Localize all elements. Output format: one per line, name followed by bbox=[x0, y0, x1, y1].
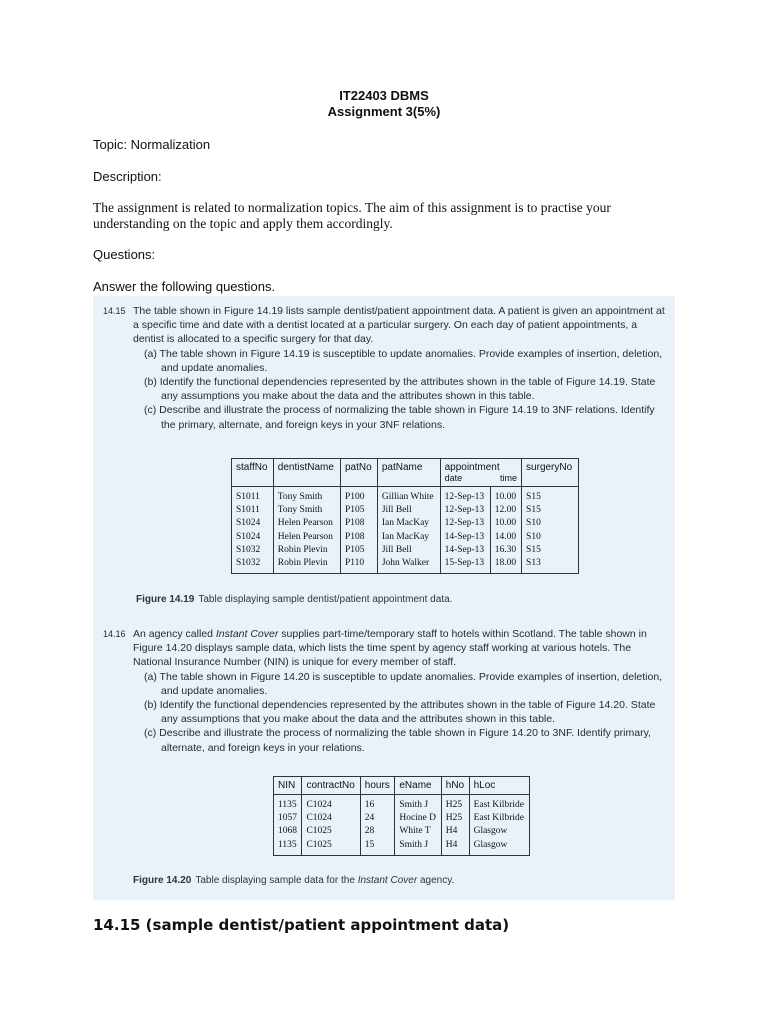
table-cell: S1024 bbox=[232, 531, 274, 544]
table-row bbox=[232, 557, 579, 574]
table-cell: White T bbox=[395, 825, 441, 838]
table-cell: 1057 bbox=[274, 812, 302, 825]
table-cell: East Kilbride bbox=[469, 812, 529, 825]
table-cell: 12-Sep-13 bbox=[440, 487, 490, 505]
table-cell: Smith J bbox=[395, 839, 441, 856]
table-cell: C1025 bbox=[302, 839, 360, 856]
column-header: patNo bbox=[341, 459, 378, 487]
table-cell: S1032 bbox=[232, 557, 274, 574]
table-cell: 15 bbox=[360, 839, 395, 856]
table-cell: Ian MacKay bbox=[377, 531, 440, 544]
table-row bbox=[232, 504, 579, 517]
course-title: IT22403 DBMS bbox=[339, 88, 429, 103]
table-row bbox=[232, 487, 579, 505]
column-header: hours bbox=[360, 777, 395, 795]
table-cell: 12-Sep-13 bbox=[440, 517, 490, 530]
column-header: contractNo bbox=[302, 777, 360, 795]
appointment-time-header: time bbox=[500, 473, 518, 483]
table-row bbox=[232, 531, 579, 544]
figure-label: Figure 14.20 bbox=[133, 875, 192, 886]
table-cell: Hocine D bbox=[395, 812, 441, 825]
table-cell: Helen Pearson bbox=[273, 517, 340, 530]
table-cell: 10.00 bbox=[490, 487, 521, 505]
table-cell: 1135 bbox=[274, 795, 302, 813]
table-cell: C1024 bbox=[302, 795, 360, 813]
textbook-excerpt-image bbox=[93, 296, 675, 900]
table-cell: Smith J bbox=[395, 795, 441, 813]
appointment-header-label: appointment bbox=[444, 462, 500, 473]
question-part-b: (b) Identify the functional dependencies represented by the attributes shown in the table of Figure 14.19. State any assumptions you make about the data and the attributes shown in this table. bbox=[144, 376, 656, 403]
table-row bbox=[232, 517, 579, 530]
question-number: 14.15 bbox=[103, 306, 126, 316]
question-14-16 bbox=[103, 627, 668, 755]
table-cell: S15 bbox=[522, 487, 579, 505]
table-body bbox=[274, 795, 530, 856]
figure-label: Figure 14.19 bbox=[136, 594, 195, 605]
table-cell: 1068 bbox=[274, 825, 302, 838]
column-header: eName bbox=[395, 777, 441, 795]
table-cell: Gillian White bbox=[377, 487, 440, 505]
agency-name: Instant Cover bbox=[357, 875, 418, 886]
agency-name: Instant Cover bbox=[215, 628, 279, 640]
table-cell: C1024 bbox=[302, 812, 360, 825]
table-body bbox=[232, 487, 579, 574]
dentist-appointment-table bbox=[231, 458, 579, 574]
table-cell: Glasgow bbox=[469, 839, 529, 856]
table-row bbox=[274, 839, 530, 856]
table-row bbox=[274, 825, 530, 838]
table-cell: 24 bbox=[360, 812, 395, 825]
column-header: staffNo bbox=[232, 459, 274, 487]
section-heading: 14.15 (sample dentist/patient appointment data) bbox=[93, 916, 510, 934]
table-cell: Glasgow bbox=[469, 825, 529, 838]
questions-label: Questions: bbox=[93, 247, 156, 262]
table-header-row bbox=[274, 777, 530, 795]
table-cell: S15 bbox=[522, 504, 579, 517]
table-cell: P100 bbox=[341, 487, 378, 505]
table-cell: S15 bbox=[522, 544, 579, 557]
table-cell: Jill Bell bbox=[377, 544, 440, 557]
table-cell: Jill Bell bbox=[377, 504, 440, 517]
table-cell: 14-Sep-13 bbox=[440, 531, 490, 544]
table-cell: S10 bbox=[522, 517, 579, 530]
question-part-c: (c) Describe and illustrate the process of normalizing the table shown in Figure 14.20 to 3NF. Identify primary, alternate, and foreign keys in your relations. bbox=[144, 727, 651, 754]
question-part-a: (a) The table shown in Figure 14.20 is susceptible to update anomalies. Provide examples of insertion, deletion, and update anomalies. bbox=[144, 670, 663, 697]
table-cell: 16.30 bbox=[490, 544, 521, 557]
table-cell: S1011 bbox=[232, 504, 274, 517]
table-cell: Robin Plevin bbox=[273, 557, 340, 574]
instant-cover-table bbox=[273, 776, 530, 856]
table-cell: East Kilbride bbox=[469, 795, 529, 813]
column-header: patName bbox=[377, 459, 440, 487]
answer-instruction: Answer the following questions. bbox=[93, 279, 276, 294]
table-header-row bbox=[232, 459, 579, 487]
question-text: The table shown in Figure 14.19 lists sample dentist/patient appointment data. A patient is given an appointment at a specific time and date with a dentist located at a particular surgery. On each day of patient appointments, a dentist is allocated to a specific surgery for that day. bbox=[133, 305, 665, 346]
figure-caption-text: Table displaying sample data for the bbox=[195, 875, 358, 886]
question-text-part: An agency called bbox=[133, 628, 216, 640]
table-cell: S10 bbox=[522, 531, 579, 544]
figure-caption bbox=[136, 594, 452, 605]
table-cell: H4 bbox=[441, 839, 469, 856]
assignment-title: Assignment 3(5%) bbox=[327, 104, 441, 119]
figure-caption-text: agency. bbox=[417, 875, 455, 886]
column-header-appointment bbox=[440, 459, 521, 487]
description-label: Description: bbox=[93, 169, 162, 184]
table-cell: C1025 bbox=[302, 825, 360, 838]
table-cell: Tony Smith bbox=[273, 504, 340, 517]
table-cell: H4 bbox=[441, 825, 469, 838]
table-cell: 12.00 bbox=[490, 504, 521, 517]
table-row bbox=[232, 544, 579, 557]
table-cell: 28 bbox=[360, 825, 395, 838]
column-header: surgeryNo bbox=[522, 459, 579, 487]
table-cell: Ian MacKay bbox=[377, 517, 440, 530]
table-cell: H25 bbox=[441, 795, 469, 813]
table-cell: 16 bbox=[360, 795, 395, 813]
table-row bbox=[274, 795, 530, 813]
question-part-a: (a) The table shown in Figure 14.19 is susceptible to update anomalies. Provide examples of insertion, deletion, and update anomalies. bbox=[144, 347, 663, 374]
column-header: hNo bbox=[441, 777, 469, 795]
table-cell: S13 bbox=[522, 557, 579, 574]
table-cell: 1135 bbox=[274, 839, 302, 856]
figure-caption-text: Table displaying sample dentist/patient appointment data. bbox=[198, 594, 453, 605]
table-cell: P105 bbox=[341, 504, 378, 517]
table-cell: Robin Plevin bbox=[273, 544, 340, 557]
appointment-date-header: date bbox=[444, 473, 463, 483]
table-cell: S1024 bbox=[232, 517, 274, 530]
figure-caption bbox=[133, 875, 454, 886]
table-cell: P110 bbox=[341, 557, 378, 574]
topic-line: Topic: Normalization bbox=[93, 137, 211, 152]
table-cell: 12-Sep-13 bbox=[440, 504, 490, 517]
question-text bbox=[133, 627, 668, 670]
column-header: dentistName bbox=[273, 459, 340, 487]
column-header: NIN bbox=[274, 777, 302, 795]
question-text-part: supplies part-time/temporary staff to hotels within Scotland. The table shown in Figure 14.20 displays sample data, which lists the time spent by agency staff working at various hotels. The National Insurance Number (NIN) is unique for every member of staff. bbox=[133, 628, 647, 669]
table-row bbox=[274, 812, 530, 825]
table-cell: 15-Sep-13 bbox=[440, 557, 490, 574]
question-part-b: (b) Identify the functional dependencies represented by the attributes shown in the table of Figure 14.20. State any assumptions that you make about the data and the attributes shown in this table. bbox=[144, 699, 656, 726]
question-part-c: (c) Describe and illustrate the process of normalizing the table shown in Figure 14.19 to 3NF relations. Identify the primary, alternate, and foreign keys in your 3NF relations. bbox=[144, 404, 655, 431]
table-cell: 14-Sep-13 bbox=[440, 544, 490, 557]
table-cell: S1011 bbox=[232, 487, 274, 505]
table-cell: H25 bbox=[441, 812, 469, 825]
table-cell: S1032 bbox=[232, 544, 274, 557]
table-cell: Helen Pearson bbox=[273, 531, 340, 544]
table-cell: Tony Smith bbox=[273, 487, 340, 505]
table-cell: 14.00 bbox=[490, 531, 521, 544]
column-header: hLoc bbox=[469, 777, 529, 795]
question-number: 14.16 bbox=[103, 629, 126, 639]
table-cell: P108 bbox=[341, 517, 378, 530]
question-14-15 bbox=[103, 304, 668, 432]
table-cell: P105 bbox=[341, 544, 378, 557]
table-cell: P108 bbox=[341, 531, 378, 544]
table-cell: John Walker bbox=[377, 557, 440, 574]
description-text: The assignment is related to normalization topics. The aim of this assignment is to practise your understanding on the topic and apply them accordingly. bbox=[93, 200, 611, 231]
table-cell: 18.00 bbox=[490, 557, 521, 574]
table-cell: 10.00 bbox=[490, 517, 521, 530]
